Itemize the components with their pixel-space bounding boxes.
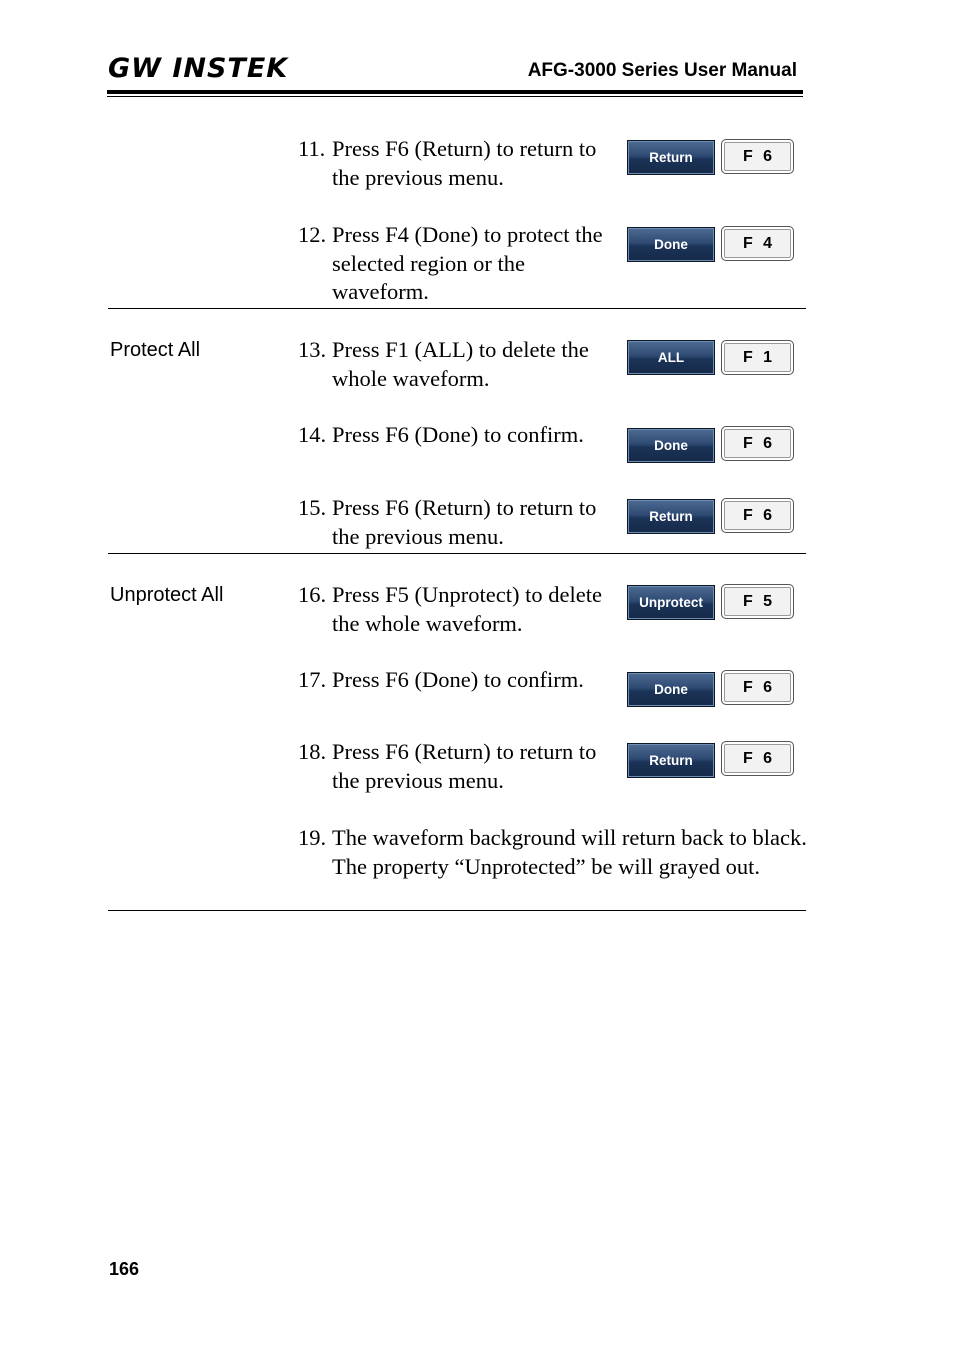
- step-text: Press F4 (Done) to protect the selected region or the waveform.: [332, 222, 603, 304]
- step-text: Press F5 (Unprotect) to delete the whole waveform.: [332, 582, 602, 636]
- f6-key[interactable]: F 6: [721, 498, 794, 533]
- step-17: [298, 666, 618, 695]
- step-text: Press F1 (ALL) to delete the whole waveform.: [332, 337, 589, 391]
- step-number: 15.: [298, 495, 327, 520]
- step-13: [298, 336, 618, 393]
- step-number: 19.: [298, 825, 327, 850]
- done-softkey[interactable]: Done: [627, 428, 715, 463]
- f5-key[interactable]: F 5: [721, 584, 794, 619]
- f6-key[interactable]: F 6: [721, 139, 794, 174]
- manual-title: AFG-3000 Series User Manual: [527, 60, 797, 81]
- f6-key[interactable]: F 6: [721, 741, 794, 776]
- section-divider: [108, 553, 806, 554]
- step-text: Press F6 (Done) to confirm.: [332, 667, 584, 692]
- step-19: [298, 824, 808, 881]
- step-15: [298, 494, 618, 551]
- f1-key[interactable]: F 1: [721, 340, 794, 375]
- f4-key[interactable]: F 4: [721, 226, 794, 261]
- step-number: 16.: [298, 582, 327, 607]
- done-softkey[interactable]: Done: [627, 672, 715, 707]
- return-softkey[interactable]: Return: [627, 499, 715, 534]
- step-text: Press F6 (Return) to return to the previous menu.: [332, 136, 597, 190]
- step-number: 18.: [298, 739, 327, 764]
- done-softkey[interactable]: Done: [627, 227, 715, 262]
- step-16: [298, 581, 618, 638]
- step-14: [298, 421, 618, 450]
- step-number: 12.: [298, 222, 327, 247]
- header-rule: [107, 90, 803, 94]
- step-number: 13.: [298, 337, 327, 362]
- return-softkey[interactable]: Return: [627, 140, 715, 175]
- brand-logo: GW INSTEK: [108, 53, 289, 84]
- step-12: [298, 221, 618, 307]
- f6-key[interactable]: F 6: [721, 670, 794, 705]
- step-number: 14.: [298, 422, 327, 447]
- section-label-protect-all: Protect All: [110, 339, 201, 361]
- step-text: Press F6 (Return) to return to the previous menu.: [332, 739, 597, 793]
- page-number: 166: [109, 1259, 140, 1279]
- step-text: Press F6 (Return) to return to the previous menu.: [332, 495, 597, 549]
- step-number: 17.: [298, 667, 327, 692]
- section-divider: [108, 308, 806, 309]
- step-text: The waveform background will return back to black. The property “Unprotected” be will grayed out.: [332, 825, 807, 879]
- step-text: Press F6 (Done) to confirm.: [332, 422, 584, 447]
- unprotect-softkey[interactable]: Unprotect: [627, 585, 715, 620]
- step-18: [298, 738, 618, 795]
- header-rule-thin: [107, 96, 803, 97]
- all-softkey[interactable]: ALL: [627, 340, 715, 375]
- step-11: [298, 135, 618, 192]
- section-divider: [108, 910, 806, 911]
- step-number: 11.: [298, 136, 326, 161]
- f6-key[interactable]: F 6: [721, 426, 794, 461]
- return-softkey[interactable]: Return: [627, 743, 715, 778]
- section-label-unprotect-all: Unprotect All: [110, 584, 224, 606]
